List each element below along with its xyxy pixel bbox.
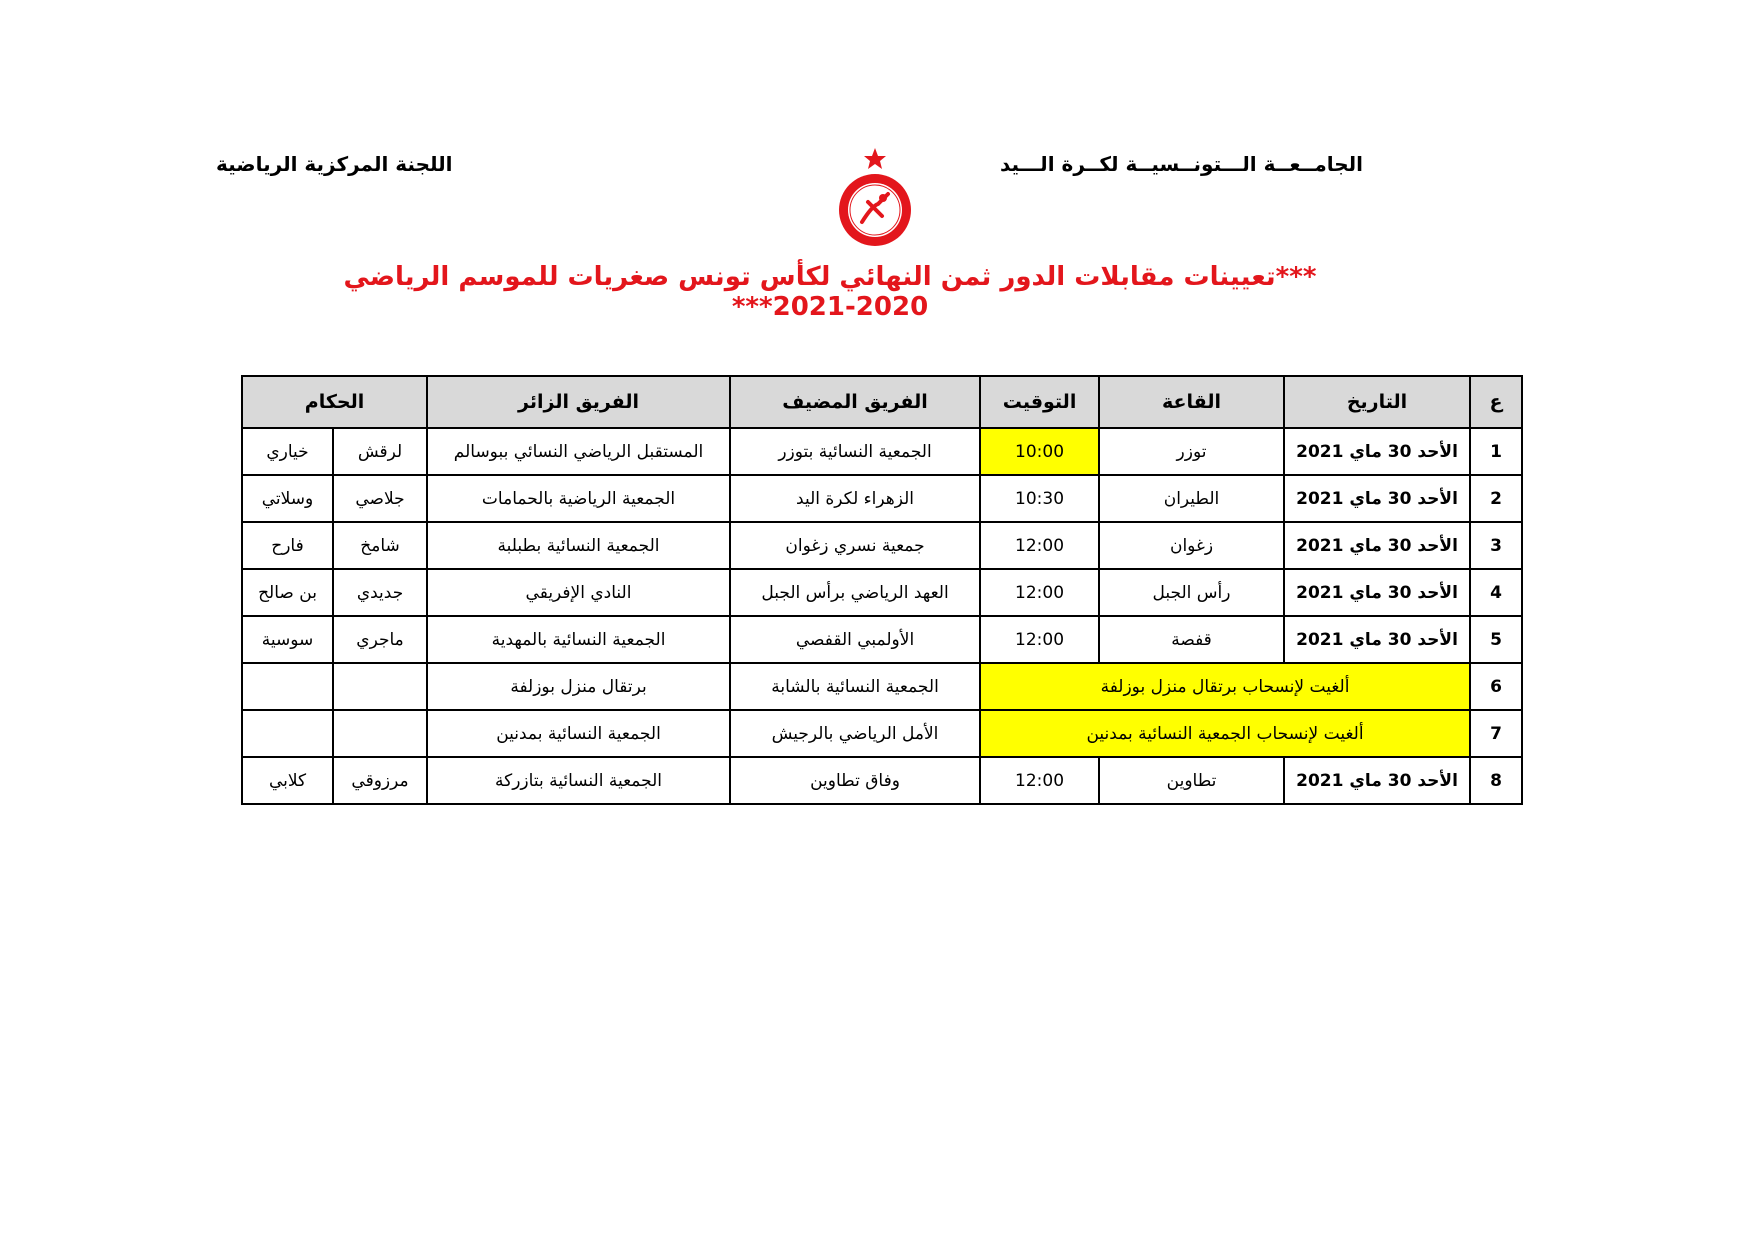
cell-referee-1	[333, 710, 427, 757]
committee-name: اللجنة المركزية الرياضية	[216, 152, 453, 176]
cell-num: 5	[1470, 616, 1522, 663]
header-host: الفريق المضيف	[730, 376, 980, 428]
table-row	[242, 616, 1522, 663]
header-referees: الحكام	[242, 376, 427, 428]
table-row	[242, 428, 1522, 475]
cell-hall: رأس الجبل	[1099, 569, 1284, 616]
cell-host: الجمعية النسائية بالشابة	[730, 663, 980, 710]
table-row	[242, 757, 1522, 804]
table-row	[242, 522, 1522, 569]
cell-time: 12:00	[980, 569, 1099, 616]
header-num: ع	[1470, 376, 1522, 428]
cell-referee-2: وسلاتي	[242, 475, 333, 522]
cell-referee-1: مرزوقي	[333, 757, 427, 804]
table-row	[242, 663, 1522, 710]
cell-host: الزهراء لكرة اليد	[730, 475, 980, 522]
cell-visitor: برتقال منزل بوزلفة	[427, 663, 730, 710]
table-row	[242, 710, 1522, 757]
cell-num: 4	[1470, 569, 1522, 616]
cell-visitor: الجمعية النسائية بتازركة	[427, 757, 730, 804]
cell-num: 6	[1470, 663, 1522, 710]
header-hall: القاعة	[1099, 376, 1284, 428]
cell-time: 12:00	[980, 757, 1099, 804]
cell-referee-2: كلابي	[242, 757, 333, 804]
cell-hall: قفصة	[1099, 616, 1284, 663]
cell-visitor: الجمعية النسائية بمدنين	[427, 710, 730, 757]
cell-referee-1: جديدي	[333, 569, 427, 616]
cell-host: الأمل الرياضي بالرجيش	[730, 710, 980, 757]
federation-name: الجامــعــة الـــتونــسيــة لكــرة الـــيد	[999, 152, 1363, 176]
cell-num: 1	[1470, 428, 1522, 475]
cell-visitor: الجمعية النسائية بالمهدية	[427, 616, 730, 663]
cell-num: 7	[1470, 710, 1522, 757]
cell-visitor: الجمعية الرياضية بالحمامات	[427, 475, 730, 522]
cell-time: 10:00	[980, 428, 1099, 475]
cell-referee-1	[333, 663, 427, 710]
cell-referee-1: لرقش	[333, 428, 427, 475]
cell-num: 2	[1470, 475, 1522, 522]
cell-referee-2: سوسية	[242, 616, 333, 663]
header-time: التوقيت	[980, 376, 1099, 428]
cell-referee-1: ماجري	[333, 616, 427, 663]
cell-referee-1: جلاصي	[333, 475, 427, 522]
cell-host: العهد الرياضي برأس الجبل	[730, 569, 980, 616]
assignments-table	[241, 375, 1523, 805]
cell-time: 12:00	[980, 522, 1099, 569]
cell-visitor: المستقبل الرياضي النسائي ببوسالم	[427, 428, 730, 475]
cell-time: 10:30	[980, 475, 1099, 522]
cell-hall: تطاوين	[1099, 757, 1284, 804]
cell-referee-2: فارح	[242, 522, 333, 569]
cell-host: الأولمبي القفصي	[730, 616, 980, 663]
cell-host: الجمعية النسائية بتوزر	[730, 428, 980, 475]
cell-num: 8	[1470, 757, 1522, 804]
cell-referee-2: خياري	[242, 428, 333, 475]
header-date: التاريخ	[1284, 376, 1470, 428]
cell-visitor: الجمعية النسائية بطبلبة	[427, 522, 730, 569]
table-row	[242, 569, 1522, 616]
header-visitor: الفريق الزائر	[427, 376, 730, 428]
cell-time: 12:00	[980, 616, 1099, 663]
cell-referee-2: بن صالح	[242, 569, 333, 616]
federation-logo-icon	[836, 146, 914, 250]
cell-hall: الطيران	[1099, 475, 1284, 522]
table-header-row	[242, 376, 1522, 428]
cell-hall: توزر	[1099, 428, 1284, 475]
cell-date: الأحد 30 ماي 2021	[1284, 428, 1470, 475]
cell-referee-1: شامخ	[333, 522, 427, 569]
cell-referee-2	[242, 663, 333, 710]
cell-date: الأحد 30 ماي 2021	[1284, 522, 1470, 569]
cell-hall: زغوان	[1099, 522, 1284, 569]
cell-num: 3	[1470, 522, 1522, 569]
cell-visitor: النادي الإفريقي	[427, 569, 730, 616]
cell-date: الأحد 30 ماي 2021	[1284, 757, 1470, 804]
cell-date: الأحد 30 ماي 2021	[1284, 616, 1470, 663]
cell-date: الأحد 30 ماي 2021	[1284, 475, 1470, 522]
cell-cancelled-notice: ألغيت لإنسحاب الجمعية النسائية بمدنين	[980, 710, 1470, 757]
cell-referee-2	[242, 710, 333, 757]
page-title: ***تعيينات مقابلات الدور ثمن النهائي لكأس تونس صغريات للموسم الرياضي 2020-2021***	[343, 262, 1317, 322]
cell-cancelled-notice: ألغيت لإنسحاب برتقال منزل بوزلفة	[980, 663, 1470, 710]
cell-host: جمعية نسري زغوان	[730, 522, 980, 569]
cell-host: وفاق تطاوين	[730, 757, 980, 804]
table-row	[242, 475, 1522, 522]
cell-date: الأحد 30 ماي 2021	[1284, 569, 1470, 616]
